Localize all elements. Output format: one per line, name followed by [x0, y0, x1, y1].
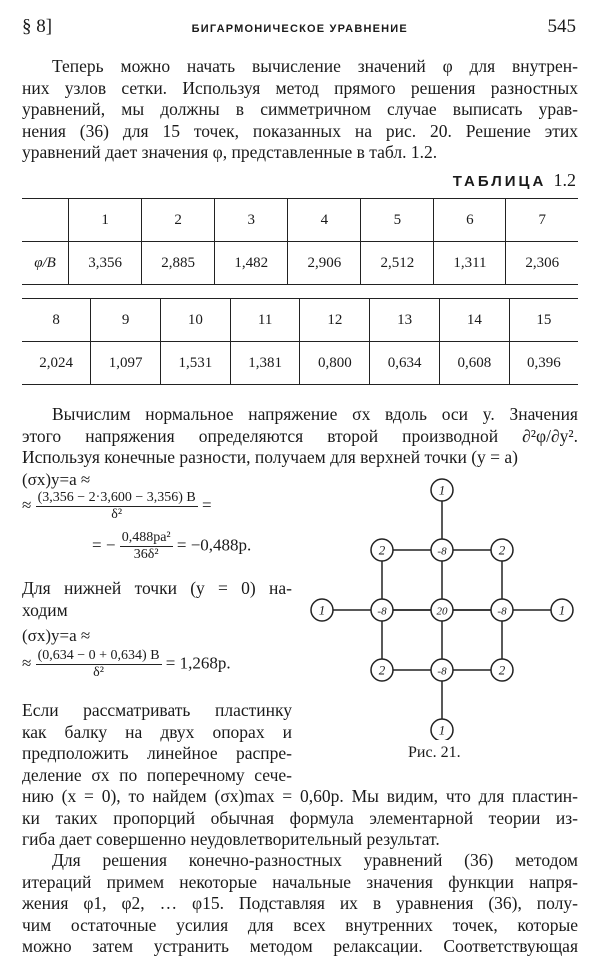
stencil-node-label: 1	[438, 482, 446, 498]
page-header	[22, 16, 576, 42]
table-part-1	[22, 198, 578, 285]
equation-1-result: = − $\frac{\text{0,488pa²}}{\text{36δ²}}$ = −0,488p.	[92, 530, 252, 562]
stencil-node-label: -8	[377, 605, 387, 618]
table-caption: ТАБЛИЦА 1.2	[452, 170, 576, 190]
stencil-node-label: 1	[318, 602, 326, 618]
stencil-node-label: 2	[498, 542, 506, 558]
text-beam-left: Если рассматривать пластинку как балку на двух опорах и предположить линейное распре- деление σx по поперечному сече-	[22, 700, 292, 785]
equation-2-fraction: ≈ $\frac{(0,634 - 0 + 0,634) B}{\text{δ²}}$ = 1,268p.	[22, 648, 231, 680]
equation-1-fraction: ≈ $\frac{(3,356 - 2\cdot 3,600 - 3,356) B}{\text{δ²}}$ =	[22, 490, 212, 522]
paragraph-stress: Вычислим нормальное напряжение σx вдоль оси y. Значения этого напряжения определяются второй производной ∂²φ/∂y². Используя конечные разности, получаем для верхней точки (y = a)	[22, 404, 578, 467]
stencil-diagram	[300, 470, 590, 740]
stencil-node-label: -8	[437, 545, 447, 558]
table-header-row: 1 2 3 4 5 6 7	[22, 199, 578, 242]
running-title: БИГАРМОНИЧЕСКОЕ УРАВНЕНИЕ	[191, 23, 408, 35]
figure-caption: Рис. 21.	[408, 744, 461, 761]
equation-2-lhs: (σx)y=a ≈	[22, 626, 91, 645]
stencil-node-label: -8	[437, 665, 447, 678]
page-number: 545	[547, 16, 576, 37]
stencil-node-label: 2	[378, 662, 386, 678]
stencil-node-label: 1	[438, 722, 446, 738]
paragraph-intro: Теперь можно начать вычисление значений φ для внутрен- них узлов сетки. Используя метод прямого решения разностных уравнений, мы должны в симметричном случае выписать урав- нения (36) для 15 точек, показанных на рис. 20. Решение этих уравнений дает значения φ, представленные в табл. 1.2.	[22, 56, 578, 162]
stencil-node-label: 2	[498, 662, 506, 678]
table-header-row: 8 9 10 11 12 13 14 15	[22, 299, 578, 342]
stencil-node-label: 2	[378, 542, 386, 558]
stencil-node-label: -8	[497, 605, 507, 618]
paragraph-beam-conclusion: нию (x = 0), то найдем (σx)max = 0,60p. Мы видим, что для пластин- ки таких пропорций обычная формула элементарной теории из- гиба дает совершенно неудовлетворительный результат.	[22, 786, 578, 849]
paragraph-iteration: Для решения конечно-разностных уравнений (36) методом итераций примем некоторые начальные значения функции напря- жения φ1, φ2, … φ15. Подставляя их в уравнения (36), полу- чим остаточные усилия для всех внутренних точек, которые можно затем устранить методом релаксации. Соответствующая	[22, 850, 578, 956]
section-number: § 8]	[22, 16, 53, 37]
text-lower-point: Для нижней точки (y = 0) на- ходим	[22, 578, 292, 620]
table-row: φ/B 3,356 2,885 1,482 2,906 2,512 1,311 2,306	[22, 242, 578, 285]
table-part-2	[22, 298, 578, 385]
equation-1-lhs: (σx)y=a ≈	[22, 470, 91, 489]
stencil-node-label: 1	[558, 602, 566, 618]
table-row: 2,024 1,097 1,531 1,381 0,800 0,634 0,608 0,396	[22, 342, 578, 385]
stencil-node-label: 20	[436, 605, 448, 618]
